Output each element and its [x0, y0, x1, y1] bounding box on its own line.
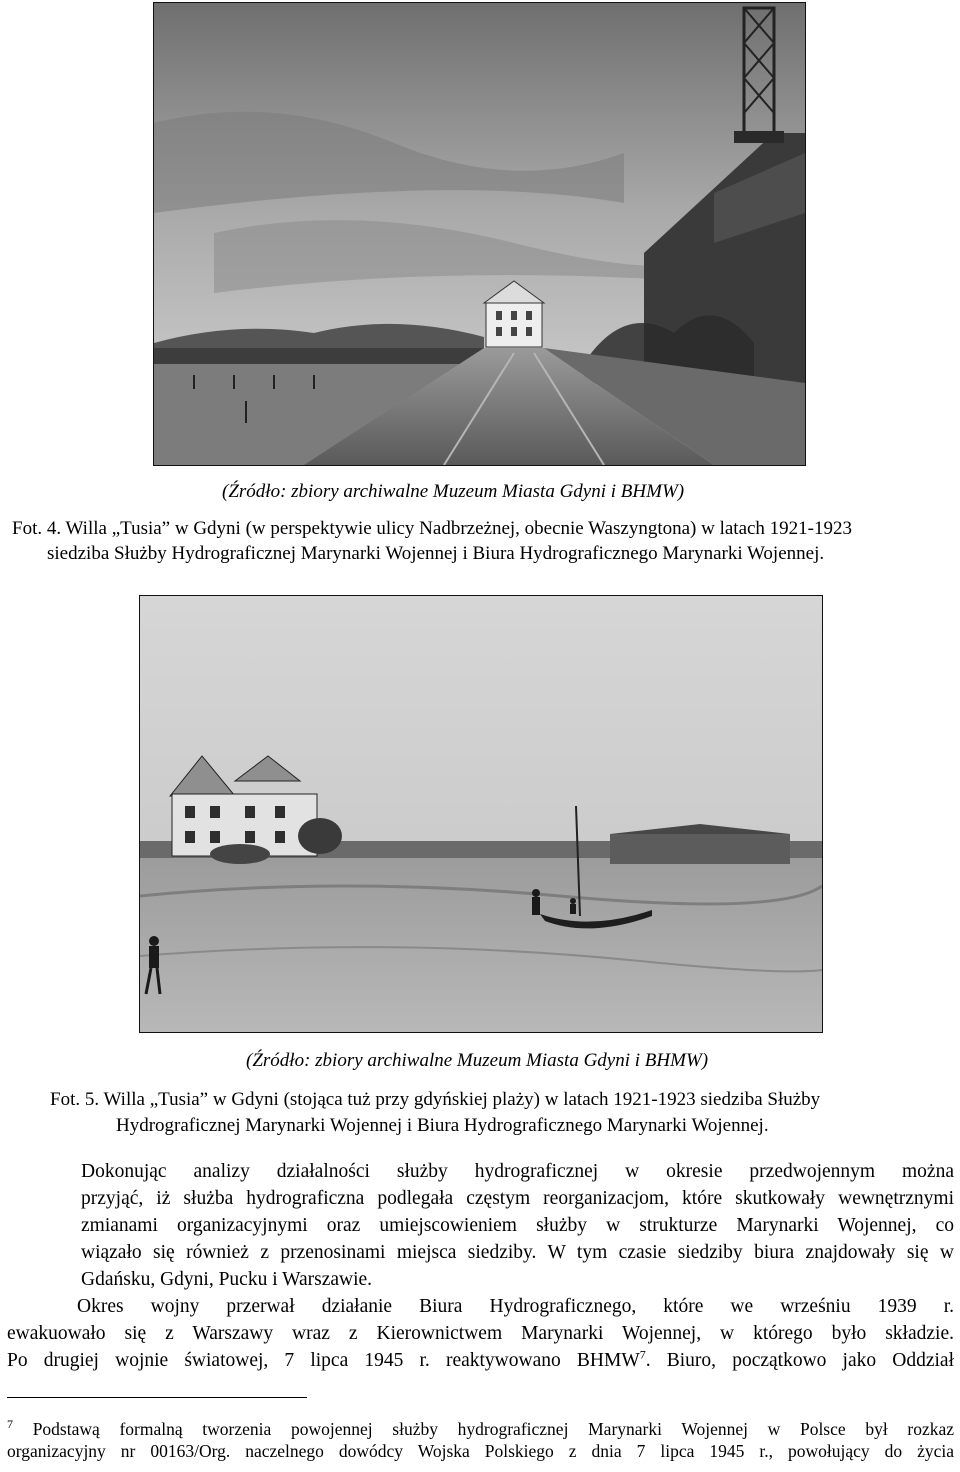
photo-source-note-2: (Źródło: zbiory archiwalne Muzeum Miasta Gdyni i BHMW): [246, 1050, 709, 1071]
paragraph-line: Gdańsku, Gdyni, Pucku i Warszawie.: [81, 1269, 373, 1290]
paragraph-line: [7, 1347, 954, 1374]
body-paragraph-2: [7, 1293, 954, 1374]
photo-villa-tusia-beach: [139, 595, 823, 1033]
photo-caption-continued: siedziba Służby Hydrograficznej Marynarki Wojennej i Biura Hydrograficznego Marynarki Wojennej.: [47, 543, 825, 564]
footnote-line: organizacyjny nr 00163/Org. naczelnego dowódcy Wojska Polskiego z dnia 7 lipca 1945 r., powołujący do życia: [7, 1441, 954, 1461]
footnote-separator: [7, 1397, 307, 1398]
footnote-text: Podstawą formalną tworzenia powojennej służby hydrograficznej Marynarki Wojennej w Polsce był rozkaz: [32, 1419, 955, 1439]
photo-caption: Fot. 4. Willa „Tusia” w Gdyni (w perspektywie ulicy Nadbrzeżnej, obecnie Waszyngtona) w latach 1921-1923: [12, 518, 853, 539]
footnote-ref[interactable]: 7: [639, 1347, 646, 1362]
paragraph-text: . Biuro, początkowo jako Oddział: [645, 1350, 955, 1371]
photo-beach-image: [140, 596, 822, 1032]
paragraph-line: Okres wojny przerwał działanie Biura Hydrograficznego, które we wrześniu 1939 r.: [77, 1296, 954, 1317]
photo-caption-2-continued: Hydrograficznej Marynarki Wojennej i Biura Hydrograficznego Marynarki Wojennej.: [116, 1115, 769, 1136]
body-paragraph-1: [7, 1158, 954, 1293]
footnote-line: [7, 1418, 954, 1440]
footnote-number: 7: [7, 1417, 13, 1432]
paragraph-line: wiązało się również z przenosinami miejsca siedziby. W tym czasie siedziby biura znajdowały się w: [81, 1242, 954, 1263]
photo-source-note: (Źródło: zbiory archiwalne Muzeum Miasta Gdyni i BHMW): [222, 481, 685, 502]
photo-caption-2: Fot. 5. Willa „Tusia” w Gdyni (stojąca tuż przy gdyńskiej plaży) w latach 1921-1923 siedziba Służby: [50, 1089, 821, 1110]
paragraph-text: Po drugiej wojnie światowej, 7 lipca 1945 r. reaktywowano BHMW: [7, 1350, 640, 1371]
paragraph-line: ewakuowało się z Warszawy wraz z Kierownictwem Marynarki Wojennej, w którego było składzie.: [7, 1323, 954, 1344]
paragraph-line: zmianami organizacyjnymi oraz umiejscowieniem służby w strukturze Marynarki Wojennej, co: [81, 1215, 954, 1236]
photo-street-image: [154, 3, 805, 465]
paragraph-line: Dokonując analizy działalności służby hydrograficznej w okresie przedwojennym można: [81, 1161, 954, 1182]
photo-villa-tusia-street: [153, 2, 806, 466]
paragraph-line: przyjąć, iż służba hydrograficzna podlegała częstym reorganizacjom, które skutkowały wewnętrznymi: [81, 1188, 954, 1209]
footnote: [7, 1418, 954, 1462]
